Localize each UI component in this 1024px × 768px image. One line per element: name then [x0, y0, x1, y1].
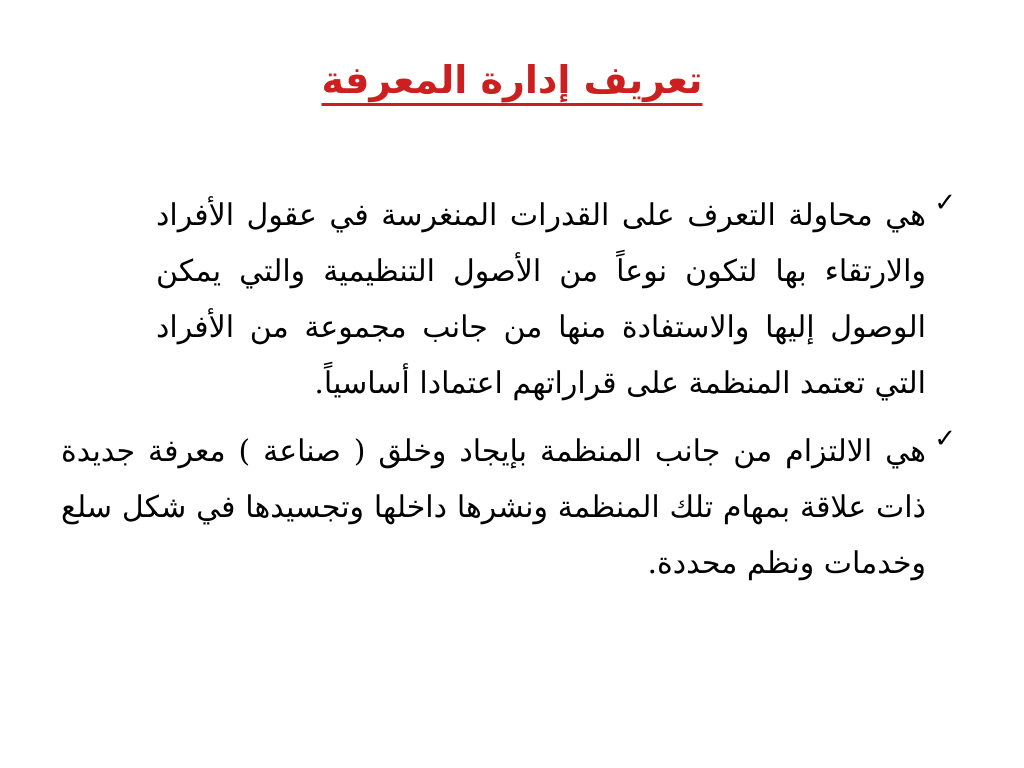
slide-title: تعريف إدارة المعرفة — [321, 58, 703, 102]
bullet-item — [156, 188, 956, 412]
check-icon: ✓ — [934, 424, 956, 454]
bullet-text: هي الالتزام من جانب المنظمة بإيجاد وخلق ( صناعة ) معرفة جديدة ذات علاقة بمهام تلك المنظمة ونشرها داخلها وتجسيدها في شكل سلع وخدمات ونظم محددة. — [61, 434, 926, 581]
check-icon: ✓ — [934, 188, 956, 218]
bullet-text: هي محاولة التعرف على القدرات المنغرسة في عقول الأفراد والارتقاء بها لتكون نوعاً من الأصول التنظيمية والتي يمكن الوصول إليها والاستفادة منها من جانب مجموعة من الأفراد التي تعتمد المنظمة على قراراتهم اعتمادا أساسياً. — [156, 198, 926, 401]
bullet-list — [56, 188, 956, 604]
bullet-item — [61, 424, 956, 592]
